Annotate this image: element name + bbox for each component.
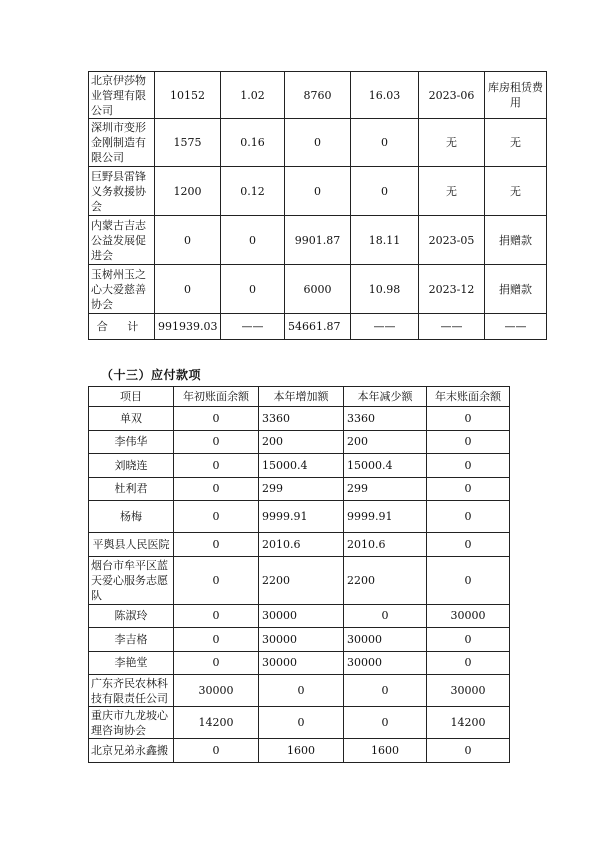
note-cell: 无 bbox=[485, 167, 547, 216]
value-cell: 9901.87 bbox=[285, 216, 351, 265]
item-name: 重庆市九龙坡心理咨询协会 bbox=[89, 707, 174, 739]
value-cell: 0.16 bbox=[221, 119, 285, 167]
value-cell: 0 bbox=[351, 119, 419, 167]
table-row bbox=[89, 533, 510, 557]
value-cell: 0.12 bbox=[221, 167, 285, 216]
table-row bbox=[89, 604, 510, 628]
note-cell: 无 bbox=[485, 119, 547, 167]
total-row bbox=[89, 314, 547, 340]
value-cell: 15000.4 bbox=[344, 454, 427, 478]
item-name: 广东齐民农林科技有限责任公司 bbox=[89, 675, 174, 707]
value-cell: 30000 bbox=[427, 604, 510, 628]
column-header: 年初账面余额 bbox=[174, 387, 259, 407]
payables-table bbox=[88, 386, 510, 763]
value-cell: 1600 bbox=[259, 739, 344, 763]
value-cell: 3360 bbox=[344, 407, 427, 431]
value-cell: 0 bbox=[259, 707, 344, 739]
value-cell: 0 bbox=[174, 651, 259, 675]
value-cell: 30000 bbox=[344, 651, 427, 675]
value-cell: 0 bbox=[427, 651, 510, 675]
date-cell: 无 bbox=[419, 167, 485, 216]
value-cell: 0 bbox=[174, 604, 259, 628]
table-row bbox=[89, 72, 547, 119]
table-row bbox=[89, 430, 510, 454]
column-header: 项目 bbox=[89, 387, 174, 407]
table-row bbox=[89, 216, 547, 265]
item-name: 刘晓连 bbox=[89, 454, 174, 478]
value-cell: 200 bbox=[344, 430, 427, 454]
value-cell: 30000 bbox=[259, 651, 344, 675]
value-cell: 0 bbox=[221, 216, 285, 265]
value-cell: 0 bbox=[174, 430, 259, 454]
value-cell: 0 bbox=[174, 501, 259, 533]
value-cell: 3360 bbox=[259, 407, 344, 431]
table-row bbox=[89, 707, 510, 739]
value-cell: 30000 bbox=[174, 675, 259, 707]
item-name: 单双 bbox=[89, 407, 174, 431]
value-cell: 0 bbox=[285, 119, 351, 167]
date-cell: 2023-12 bbox=[419, 265, 485, 314]
value-cell: 1.02 bbox=[221, 72, 285, 119]
value-cell: 0 bbox=[285, 167, 351, 216]
value-cell: 10.98 bbox=[351, 265, 419, 314]
item-name: 李吉格 bbox=[89, 628, 174, 652]
value-cell: 0 bbox=[174, 533, 259, 557]
value-cell: 0 bbox=[427, 533, 510, 557]
value-cell: 0 bbox=[427, 739, 510, 763]
value-cell: 0 bbox=[351, 167, 419, 216]
org-name: 巨野县雷锋义务救援协会 bbox=[89, 167, 155, 216]
note-cell: 捐赠款 bbox=[485, 216, 547, 265]
table-row bbox=[89, 167, 547, 216]
value-cell: 2200 bbox=[344, 556, 427, 604]
value-cell: 0 bbox=[221, 265, 285, 314]
value-cell: 15000.4 bbox=[259, 454, 344, 478]
note-cell: 库房租赁费用 bbox=[485, 72, 547, 119]
value-cell: 0 bbox=[427, 430, 510, 454]
item-name: 李伟华 bbox=[89, 430, 174, 454]
column-header: 本年减少额 bbox=[344, 387, 427, 407]
total-value: —— bbox=[419, 314, 485, 340]
value-cell: 0 bbox=[174, 407, 259, 431]
value-cell: 0 bbox=[344, 604, 427, 628]
item-name: 平舆县人民医院 bbox=[89, 533, 174, 557]
total-label: 合 计 bbox=[89, 314, 155, 340]
value-cell: 0 bbox=[427, 477, 510, 501]
note-cell: 捐赠款 bbox=[485, 265, 547, 314]
item-name: 李艳堂 bbox=[89, 651, 174, 675]
value-cell: 18.11 bbox=[351, 216, 419, 265]
value-cell: 2200 bbox=[259, 556, 344, 604]
table-row bbox=[89, 454, 510, 478]
item-name: 陈淑玲 bbox=[89, 604, 174, 628]
table-row bbox=[89, 407, 510, 431]
table-row bbox=[89, 556, 510, 604]
value-cell: 0 bbox=[427, 556, 510, 604]
value-cell: 16.03 bbox=[351, 72, 419, 119]
value-cell: 0 bbox=[344, 707, 427, 739]
value-cell: 0 bbox=[174, 739, 259, 763]
org-name: 深圳市变形金刚制造有限公司 bbox=[89, 119, 155, 167]
item-name: 烟台市牟平区蓝天爱心服务志愿队 bbox=[89, 556, 174, 604]
section-title: （十三）应付款项 bbox=[101, 368, 202, 382]
value-cell: 0 bbox=[427, 628, 510, 652]
item-name: 北京兄弟永鑫搬 bbox=[89, 739, 174, 763]
column-header: 本年增加额 bbox=[259, 387, 344, 407]
total-value: —— bbox=[221, 314, 285, 340]
value-cell: 0 bbox=[427, 501, 510, 533]
total-value: —— bbox=[351, 314, 419, 340]
table-prior-section bbox=[88, 71, 547, 340]
value-cell: 0 bbox=[344, 675, 427, 707]
value-cell: 30000 bbox=[259, 628, 344, 652]
org-name: 玉树州玉之心大爱慈善协会 bbox=[89, 265, 155, 314]
table-row bbox=[89, 119, 547, 167]
total-value: 54661.87 bbox=[285, 314, 351, 340]
value-cell: 0 bbox=[174, 556, 259, 604]
value-cell: 0 bbox=[427, 407, 510, 431]
value-cell: 299 bbox=[344, 477, 427, 501]
org-name: 内蒙古吉志公益发展促进会 bbox=[89, 216, 155, 265]
header-row bbox=[89, 387, 510, 407]
value-cell: 0 bbox=[174, 454, 259, 478]
value-cell: 2010.6 bbox=[344, 533, 427, 557]
value-cell: 9999.91 bbox=[259, 501, 344, 533]
value-cell: 299 bbox=[259, 477, 344, 501]
table-row bbox=[89, 628, 510, 652]
table-row bbox=[89, 501, 510, 533]
total-value: —— bbox=[485, 314, 547, 340]
table-row bbox=[89, 739, 510, 763]
value-cell: 1200 bbox=[155, 167, 221, 216]
table-row bbox=[89, 265, 547, 314]
value-cell: 10152 bbox=[155, 72, 221, 119]
value-cell: 14200 bbox=[427, 707, 510, 739]
value-cell: 30000 bbox=[344, 628, 427, 652]
value-cell: 6000 bbox=[285, 265, 351, 314]
item-name: 杨梅 bbox=[89, 501, 174, 533]
value-cell: 0 bbox=[427, 454, 510, 478]
value-cell: 14200 bbox=[174, 707, 259, 739]
value-cell: 0 bbox=[155, 265, 221, 314]
value-cell: 30000 bbox=[427, 675, 510, 707]
value-cell: 30000 bbox=[259, 604, 344, 628]
date-cell: 无 bbox=[419, 119, 485, 167]
value-cell: 0 bbox=[259, 675, 344, 707]
total-value: 991939.03 bbox=[155, 314, 221, 340]
value-cell: 1600 bbox=[344, 739, 427, 763]
value-cell: 0 bbox=[155, 216, 221, 265]
item-name: 杜利君 bbox=[89, 477, 174, 501]
org-name: 北京伊莎物业管理有限公司 bbox=[89, 72, 155, 119]
table-row bbox=[89, 477, 510, 501]
value-cell: 0 bbox=[174, 628, 259, 652]
table-row bbox=[89, 675, 510, 707]
value-cell: 1575 bbox=[155, 119, 221, 167]
table-row bbox=[89, 651, 510, 675]
value-cell: 200 bbox=[259, 430, 344, 454]
value-cell: 2010.6 bbox=[259, 533, 344, 557]
column-header: 年末账面余额 bbox=[427, 387, 510, 407]
value-cell: 9999.91 bbox=[344, 501, 427, 533]
date-cell: 2023-06 bbox=[419, 72, 485, 119]
date-cell: 2023-05 bbox=[419, 216, 485, 265]
value-cell: 0 bbox=[174, 477, 259, 501]
value-cell: 8760 bbox=[285, 72, 351, 119]
